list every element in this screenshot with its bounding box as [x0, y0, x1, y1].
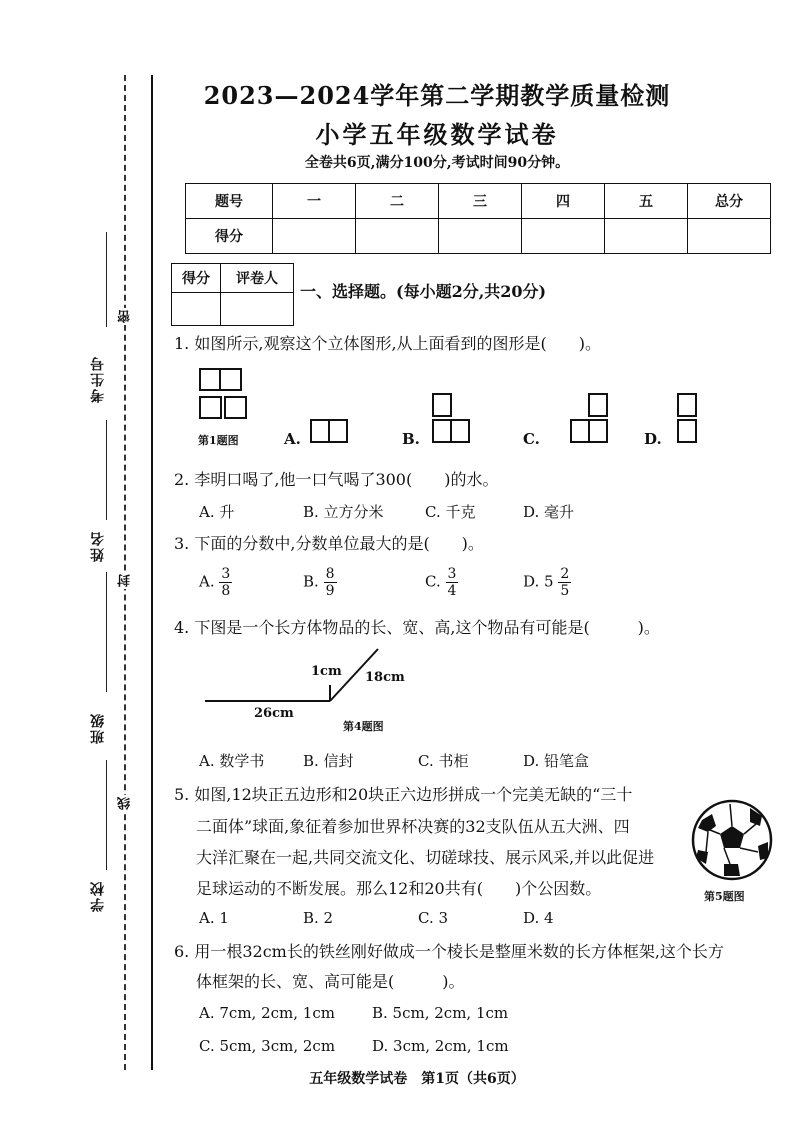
q6-option-b[interactable]: B. 5cm, 2cm, 1cm: [372, 1004, 509, 1022]
q1-option-b-label[interactable]: B.: [402, 430, 420, 448]
score-input-cell[interactable]: [605, 219, 688, 254]
exam-no-label: 考生号: [90, 355, 106, 403]
mixed-number-whole: 5: [544, 572, 554, 591]
grader-score-label: 得分: [172, 264, 221, 293]
q3-option-c[interactable]: [425, 566, 458, 599]
q3-option-d-label: D.: [523, 572, 540, 591]
question-4-text: 4. 下图是一个长方体物品的长、宽、高,这个物品有可能是( )。: [174, 618, 660, 637]
class-label: 班级: [90, 712, 106, 744]
class-line: [106, 572, 107, 692]
q6-option-d[interactable]: D. 3cm, 2cm, 1cm: [372, 1037, 509, 1055]
fraction-denominator: 8: [221, 583, 231, 599]
q4-caption: 第4题图: [343, 720, 384, 733]
score-table-header-row: [186, 184, 771, 219]
exam-subtitle: 小学五年级数学试卷: [315, 120, 559, 149]
grader-name-label: 评卷人: [221, 264, 294, 293]
q2-option-d[interactable]: D. 毫升: [523, 503, 575, 521]
q4-width-label: 18cm: [365, 670, 405, 685]
q1-caption: 第1题图: [198, 434, 239, 447]
q3-option-d[interactable]: [523, 566, 571, 599]
fraction-numerator: 8: [325, 566, 335, 582]
q4-height-label: 1cm: [311, 664, 342, 679]
q4-option-a[interactable]: A. 数学书: [199, 752, 265, 770]
question-1-text: 1. 如图所示,观察这个立体图形,从上面看到的图形是( )。: [174, 334, 602, 353]
q5-option-b[interactable]: B. 2: [303, 909, 334, 927]
score-header-cell: 二: [356, 184, 439, 219]
fraction-denominator: 4: [447, 583, 457, 599]
q1-option-d-label[interactable]: D.: [644, 430, 662, 448]
name-line: [106, 420, 107, 520]
q3-option-b-label: B.: [303, 572, 319, 591]
q4-option-c[interactable]: C. 书柜: [418, 752, 469, 770]
grader-box: [171, 263, 294, 326]
q2-option-c[interactable]: C. 千克: [425, 503, 476, 521]
score-table: [185, 183, 771, 254]
q5-caption: 第5题图: [704, 890, 745, 903]
fraction-numerator: 3: [221, 566, 231, 582]
score-input-cell[interactable]: [273, 219, 356, 254]
score-header-cell: 一: [273, 184, 356, 219]
q3-option-b[interactable]: [303, 566, 337, 599]
fraction-denominator: 5: [560, 583, 570, 599]
seal-mark: 密: [118, 310, 133, 323]
exam-title: 2023—2024学年第二学期教学质量检测: [203, 81, 671, 110]
q3-option-c-label: C.: [425, 572, 441, 591]
grader-score-cell[interactable]: [172, 293, 221, 326]
question-5-line-3: 大洋汇聚在一起,共同交流文化、切磋球技、展示风采,并以此促进: [196, 848, 655, 867]
score-header-cell: 四: [522, 184, 605, 219]
score-input-cell[interactable]: [688, 219, 771, 254]
section1-title: 一、选择题。(每小题2分,共20分): [300, 282, 547, 301]
q2-option-a[interactable]: A. 升: [199, 503, 235, 521]
score-header-cell: 题号: [186, 184, 273, 219]
q4-dimension-diagram: [200, 645, 390, 710]
q6-option-c[interactable]: C. 5cm, 3cm, 2cm: [199, 1037, 336, 1055]
q2-option-b[interactable]: B. 立方分米: [303, 503, 384, 521]
question-6-line-2: 体框架的长、宽、高可能是( )。: [196, 972, 465, 991]
fraction-denominator: 9: [325, 583, 335, 599]
name-label: 姓名: [90, 530, 106, 562]
score-input-cell[interactable]: [522, 219, 605, 254]
score-header-cell: 三: [439, 184, 522, 219]
q4-length-label: 26cm: [254, 706, 294, 721]
q5-option-a[interactable]: A. 1: [199, 909, 229, 927]
margin-solid-line: [151, 75, 153, 1070]
q1-option-a-label[interactable]: A.: [284, 430, 301, 448]
fraction-numerator: 2: [560, 566, 570, 582]
line-mark: 线: [118, 797, 133, 810]
school-label: 学校: [90, 880, 106, 912]
q1-option-c-label[interactable]: C.: [523, 430, 540, 448]
soccer-ball-icon: [690, 798, 774, 882]
score-input-cell[interactable]: [356, 219, 439, 254]
fraction: [558, 566, 571, 599]
question-5-line-1: 5. 如图,12块正五边形和20块正六边形拼成一个完美无缺的“三十: [174, 785, 633, 804]
exam-no-line: [106, 232, 107, 327]
question-5-line-4: 足球运动的不断发展。那么12和20共有( )个公因数。: [196, 879, 602, 898]
question-5-line-2: 二面体”球面,象征着参加世界杯决赛的32支队伍从五大洲、四: [196, 817, 630, 836]
q3-option-a-label: A.: [199, 572, 215, 591]
fraction: [219, 566, 232, 599]
question-3-text: 3. 下面的分数中,分数单位最大的是( )。: [174, 534, 484, 553]
grader-name-cell[interactable]: [221, 293, 294, 326]
school-line: [106, 760, 107, 870]
fraction: [324, 566, 337, 599]
fraction-numerator: 3: [447, 566, 457, 582]
q3-option-a[interactable]: [199, 566, 232, 599]
question-2-text: 2. 李明口喝了,他一口气喝了300( )的水。: [174, 470, 499, 489]
score-row-label: 得分: [186, 219, 273, 254]
q4-option-b[interactable]: B. 信封: [303, 752, 354, 770]
exam-note: 全卷共6页,满分100分,考试时间90分钟。: [304, 155, 570, 171]
page-footer: 五年级数学试卷 第1页（共6页）: [309, 1071, 525, 1087]
score-header-cell: 总分: [688, 184, 771, 219]
q5-option-c[interactable]: C. 3: [418, 909, 449, 927]
fraction: [446, 566, 459, 599]
q5-option-d[interactable]: D. 4: [523, 909, 554, 927]
fold-mark: 封: [118, 574, 133, 587]
q6-option-a[interactable]: A. 7cm, 2cm, 1cm: [199, 1004, 335, 1022]
q4-option-d[interactable]: D. 铅笔盒: [523, 752, 590, 770]
question-6-line-1: 6. 用一根32cm长的铁丝刚好做成一个棱长是整厘米数的长方体框架,这个长方: [174, 942, 724, 961]
score-input-cell[interactable]: [439, 219, 522, 254]
score-table-score-row: [186, 219, 771, 254]
score-header-cell: 五: [605, 184, 688, 219]
